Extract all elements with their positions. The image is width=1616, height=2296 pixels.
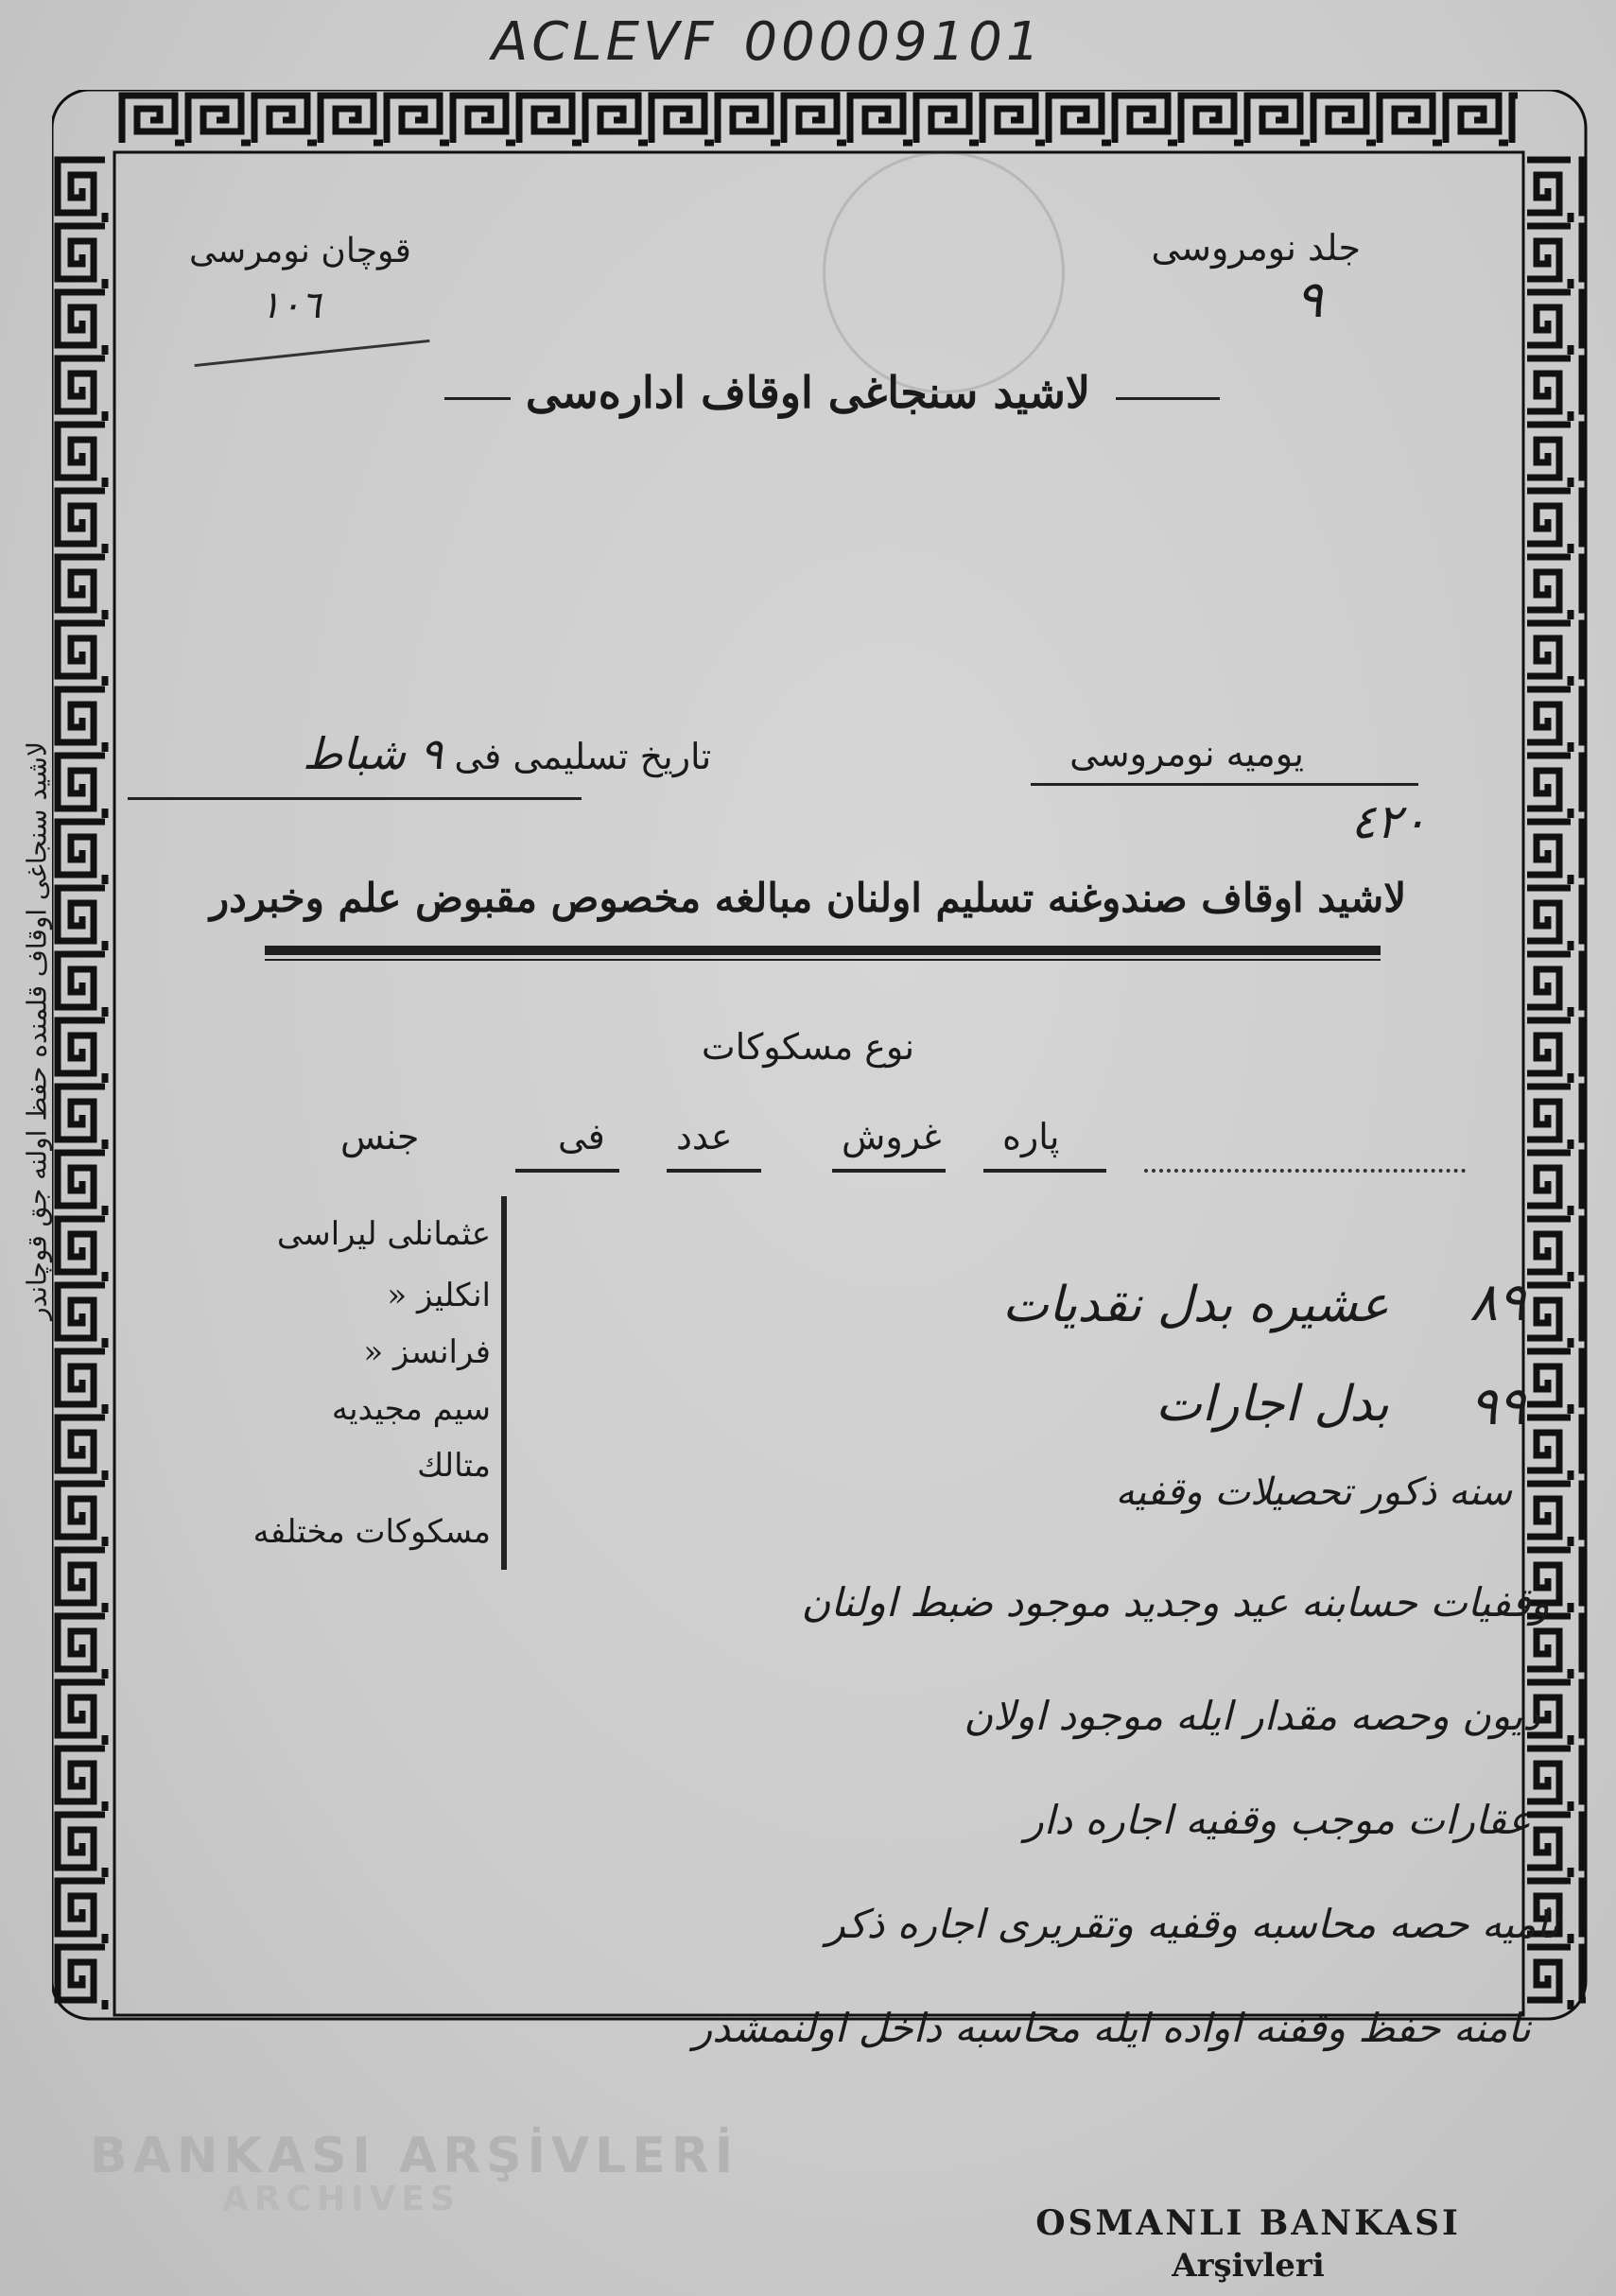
volume-number-value: ٩ [1295, 270, 1323, 329]
column-rate-line [515, 1169, 619, 1173]
archive-number: 00009101 [743, 11, 1044, 73]
side-vertical-text: لاشيد سنجاغى اوقاف قلمنده حفظ اولنه جق قوچاندر [21, 741, 53, 1320]
coin-type-label: نوع مسكوكات [701, 1026, 915, 1068]
delivery-date-label: تاريخ تسليمى [513, 736, 712, 777]
note-line-2: وقفيات حسابنه عيد وجديد موجود ضبط اولنان [801, 1579, 1550, 1626]
title-rule-left [444, 397, 511, 400]
faint-archive-stamp: BANKASI ARŞİVLERİ [90, 2128, 739, 2184]
coin-kind-english: انكليز « [387, 1277, 491, 1314]
archive-stamp-line1: OSMANLI BANKASI [1035, 2203, 1461, 2243]
archive-reference [492, 11, 1070, 73]
column-kurus-line [832, 1169, 946, 1173]
coupon-number-value: ١٠٦ [260, 284, 321, 327]
volume-number-label: جلد نومروسی [1151, 227, 1361, 269]
coin-kind-various: مسكوكات مختلفه [252, 1513, 491, 1551]
column-kind: جنس [340, 1116, 420, 1157]
coin-kind-mecidiye: سيم مجيديه [331, 1390, 491, 1428]
delivery-date-line [128, 797, 582, 800]
delivery-date-prefix: فى [454, 736, 502, 777]
delivery-date-field [303, 728, 711, 779]
coupon-number-label: قوچان نومرسی [189, 232, 411, 270]
note-line-5: ناميه حصه محاسبه وقفيه وتقريرى اجاره ذكر [825, 1901, 1559, 1947]
note-line-1: سنه ذكور تحصيلات وقفيه [1115, 1470, 1512, 1514]
delivery-date-value: ٩ شباط [303, 728, 443, 779]
faint-circular-stamp [823, 151, 1065, 393]
receipt-statement: لاشيد اوقاف صندوغنه تسليم اولنان مبالغه مخصوص مقبوض علم وخبردر [209, 875, 1407, 921]
column-kurus: غروش [842, 1116, 942, 1157]
table-vertical-bar [501, 1196, 507, 1570]
column-dotted-line [1144, 1169, 1466, 1173]
daily-number-line [1031, 783, 1418, 786]
amount-2-number: ٩٩ [1468, 1376, 1526, 1437]
note-line-6: نامنه حفظ وقفنه اواده ايله محاسبه داخل اولنمشدر [692, 2005, 1531, 2051]
note-line-4: عقارات موجب وقفيه اجاره دار [1024, 1797, 1531, 1843]
archive-stamp [1002, 2203, 1494, 2285]
archive-prefix: ACLEVF [492, 11, 718, 73]
coin-kind-metallik: متالك [417, 1447, 491, 1485]
title-rule-right [1116, 397, 1220, 400]
coin-kind-french: فرانسز « [363, 1333, 491, 1371]
heavy-divider [265, 946, 1381, 955]
note-line-3: ديون وحصه مقدار ايله موجود اولان [964, 1693, 1540, 1739]
faint-archive-stamp-2: ARCHIVES [222, 2180, 460, 2218]
daily-number-label: يوميه نومروسى [1069, 733, 1304, 774]
column-para-line [983, 1169, 1106, 1173]
column-para: پاره [1002, 1116, 1060, 1157]
column-rate: فى [558, 1116, 605, 1157]
document-title: لاشيد سنجاغى اوقاف اداره‌سى [525, 367, 1091, 418]
column-count-line [667, 1169, 761, 1173]
column-count: عدد [676, 1116, 733, 1157]
coin-kind-ottoman-lira: عثمانلى ليراسى [276, 1215, 491, 1253]
amount-1-number: ٨٩ [1468, 1272, 1526, 1333]
amount-1-text: عشيره بدل نقديات [1002, 1277, 1389, 1333]
archive-stamp-line2: Arşivleri [1172, 2247, 1325, 2285]
amount-2-text: بدل اجارات [1155, 1376, 1389, 1433]
daily-number-value: ٤٢٠ [1350, 794, 1427, 849]
thin-divider [265, 959, 1381, 961]
